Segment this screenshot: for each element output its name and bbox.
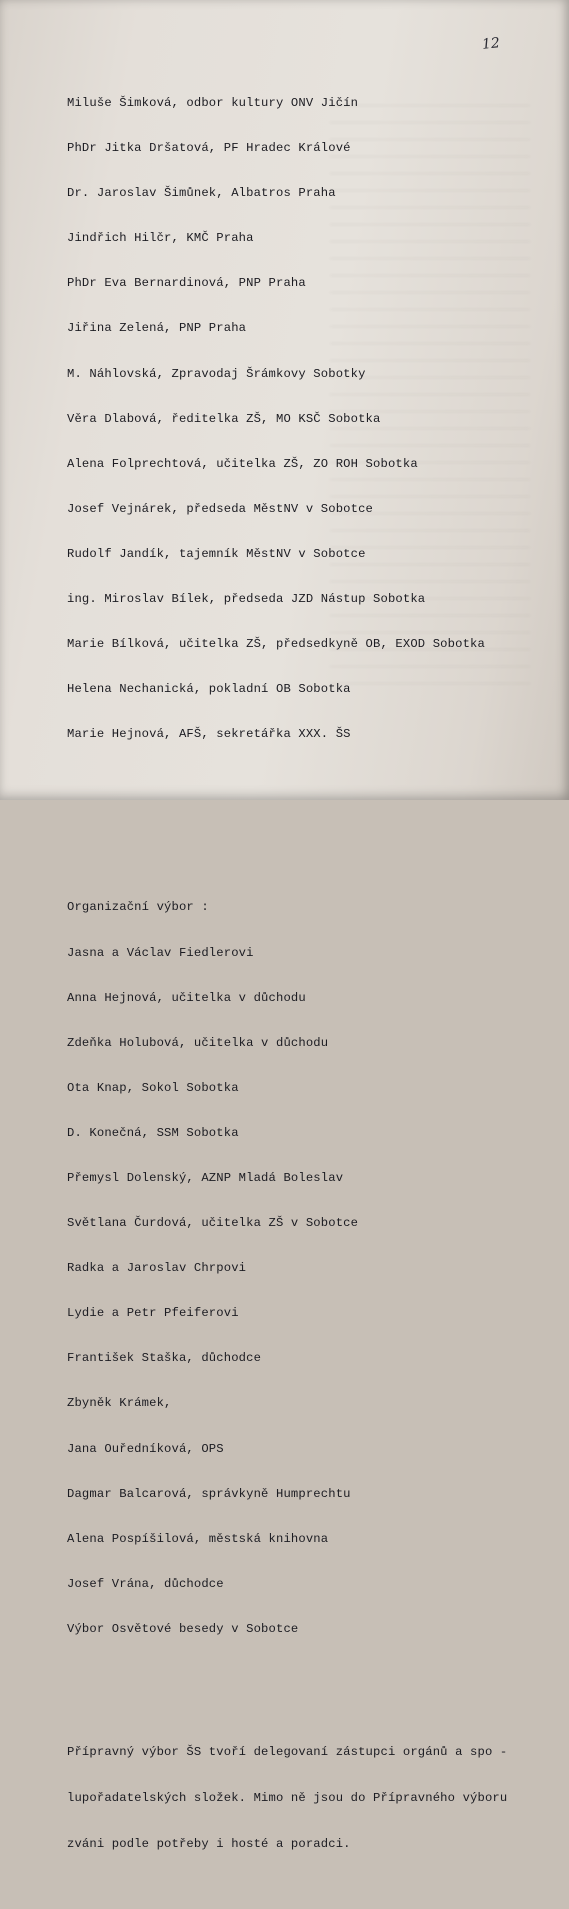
committee-heading: Organizační výbor :: [67, 900, 209, 915]
guest-line: Rudolf Jandík, tajemník MěstNV v Sobotce: [67, 546, 366, 561]
guest-line: Jiřina Zelená, PNP Praha: [67, 321, 247, 336]
committee-member: Josef Vrána, důchodce: [67, 1576, 224, 1591]
paragraph-line: Přípravný výbor ŠS tvoří delegovaní zástupci orgánů a spo -: [67, 1745, 508, 1759]
committee-section: [67, 871, 507, 1666]
committee-member: Zbyněk Krámek,: [67, 1396, 172, 1411]
page-number: 12: [481, 35, 501, 53]
committee-member: Anna Hejnová, učitelka v důchodu: [67, 990, 306, 1005]
committee-member: Jasna a Václav Fiedlerovi: [67, 945, 254, 960]
committee-member: Radka a Jaroslav Chrpovi: [67, 1261, 247, 1276]
guest-line: PhDr Jitka Dršatová, PF Hradec Králové: [67, 141, 351, 156]
committee-member: D. Konečná, SSM Sobotka: [67, 1125, 239, 1140]
closing-paragraph: [67, 1715, 507, 1881]
guest-line: M. Náhlovská, Zpravodaj Šrámkovy Sobotky: [67, 366, 366, 381]
guest-line: Helena Nechanická, pokladní OB Sobotka: [67, 682, 351, 697]
committee-member: Světlana Čurdová, učitelka ZŠ v Sobotce: [67, 1216, 359, 1231]
paragraph-line: lupořadatelských složek. Mimo ně jsou do Přípravného výboru: [67, 1791, 508, 1805]
committee-member: Zdeňka Holubová, učitelka v důchodu: [67, 1035, 329, 1050]
committee-member: Jana Ouředníková, OPS: [67, 1441, 224, 1456]
guest-list: [67, 67, 507, 771]
committee-member: Přemysl Dolenský, AZNP Mladá Boleslav: [67, 1170, 344, 1185]
guest-line: Jindřich Hilčr, KMČ Praha: [67, 231, 254, 246]
paragraph-line: zváni podle potřeby i hosté a poradci.: [67, 1837, 351, 1851]
guest-line: Dr. Jaroslav Šimůnek, Albatros Praha: [67, 186, 336, 201]
committee-member: Dagmar Balcarová, správkyně Humprechtu: [67, 1486, 351, 1501]
guest-line: Josef Vejnárek, předseda MěstNV v Sobotce: [67, 501, 374, 516]
committee-member: Alena Pospíšilová, městská knihovna: [67, 1531, 329, 1546]
guest-line: Marie Bílková, učitelka ZŠ, předsedkyně OB, EXOD Sobotka: [67, 637, 485, 652]
section-gap: [67, 813, 507, 829]
guest-line: PhDr Eva Bernardinová, PNP Praha: [67, 276, 306, 291]
committee-member: Výbor Osvětové besedy v Sobotce: [67, 1621, 299, 1636]
guest-line: Věra Dlabová, ředitelka ZŠ, MO KSČ Sobotka: [67, 411, 381, 426]
guest-line: ing. Miroslav Bílek, předseda JZD Nástup Sobotka: [67, 592, 426, 607]
committee-member: Lydie a Petr Pfeiferovi: [67, 1306, 239, 1321]
guest-line: Marie Hejnová, AFŠ, sekretářka XXX. ŠS: [67, 727, 351, 742]
document-body: [67, 39, 507, 1909]
guest-line: Alena Folprechtová, učitelka ZŠ, ZO ROH Sobotka: [67, 456, 418, 471]
guest-line: Miluše Šimková, odbor kultury ONV Jičín: [67, 96, 359, 110]
committee-member: Ota Knap, Sokol Sobotka: [67, 1080, 239, 1095]
committee-member: František Staška, důchodce: [67, 1351, 262, 1366]
